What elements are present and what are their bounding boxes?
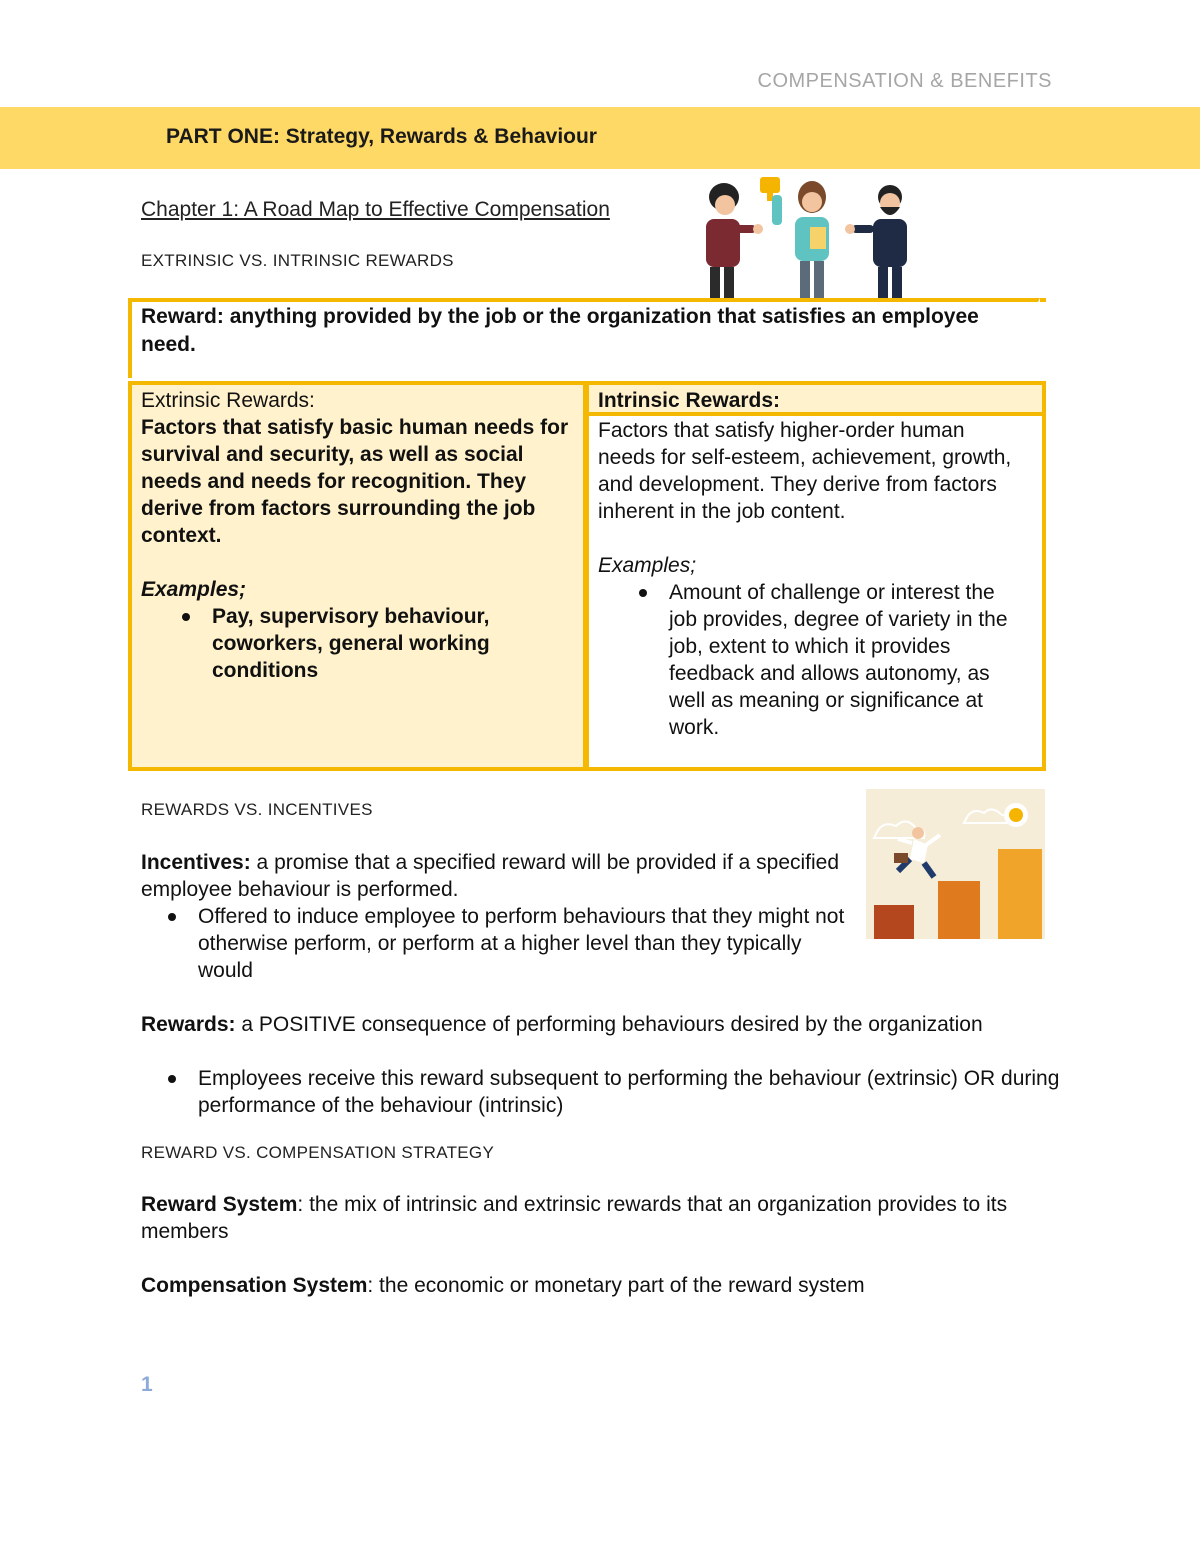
incentives-bullet: Offered to induce employee to perform behaviours that they might not otherwise perform, or perform at a higher level than they typically would [198, 903, 848, 984]
business-people-illustration [692, 175, 942, 300]
chapter-title: Chapter 1: A Road Map to Effective Compensation [141, 198, 610, 221]
intrinsic-description: Factors that satisfy higher-order human needs for self-esteem, achievement, growth, and development. They derive from factors inherent in the job content. [598, 419, 1012, 523]
rewards-bullet: Employees receive this reward subsequent to performing the behaviour (extrinsic) OR during performance of the behaviour (intrinsic) [198, 1065, 1068, 1119]
career-steps-illustration [866, 789, 1045, 939]
extrinsic-example-item: Pay, supervisory behaviour, coworkers, general working conditions [212, 603, 571, 684]
section-heading-extrinsic-intrinsic: EXTRINSIC VS. INTRINSIC REWARDS [141, 251, 454, 270]
extrinsic-examples-label: Examples; [141, 578, 247, 601]
incentives-definition [141, 849, 841, 903]
reward-definition-text: anything provided by the job or the organization that satisfies an employee need. [141, 305, 979, 356]
extrinsic-description: Factors that satisfy basic human needs for survival and security, as well as social needs and needs for recognition. They derive from factors surrounding the job context. [141, 416, 569, 547]
reward-system-term: Reward System [141, 1193, 298, 1216]
definition-row-border [1040, 298, 1046, 302]
intrinsic-title: Intrinsic Rewards: [598, 389, 781, 412]
extrinsic-content [141, 387, 571, 684]
rewards-definition [141, 1011, 1021, 1038]
running-header: COMPENSATION & BENEFITS [757, 70, 1052, 92]
part-title: PART ONE: Strategy, Rewards & Behaviour [166, 125, 597, 148]
reward-system-definition [141, 1191, 1066, 1245]
section-heading-rewards-incentives: REWARDS VS. INCENTIVES [141, 800, 373, 819]
incentives-term: Incentives: [141, 851, 251, 874]
intrinsic-content [598, 417, 1023, 741]
section-heading-reward-compensation: REWARD VS. COMPENSATION STRATEGY [141, 1143, 495, 1162]
reward-term: Reward: [141, 305, 224, 328]
intrinsic-example-item: Amount of challenge or interest the job provides, degree of variety in the job, extent to which it provides feedback and allows autonomy, as well as meaning or significance at work. [669, 579, 1023, 741]
reward-definition [141, 303, 1001, 359]
reward-system-text: : the mix of intrinsic and extrinsic rewards that an organization provides to its members [141, 1193, 1008, 1243]
extrinsic-title: Extrinsic Rewards: [141, 389, 315, 412]
intrinsic-examples-label: Examples; [598, 554, 697, 577]
rewards-term: Rewards: [141, 1013, 236, 1036]
compensation-system-definition [141, 1272, 1066, 1299]
page-number: 1 [141, 1373, 153, 1396]
incentives-text: a promise that a specified reward will be provided if a specified employee behaviour is performed. [141, 851, 840, 901]
rewards-text: a POSITIVE consequence of performing behaviours desired by the organization [235, 1013, 983, 1036]
compensation-system-text: : the economic or monetary part of the reward system [367, 1274, 865, 1297]
compensation-system-term: Compensation System [141, 1274, 368, 1297]
